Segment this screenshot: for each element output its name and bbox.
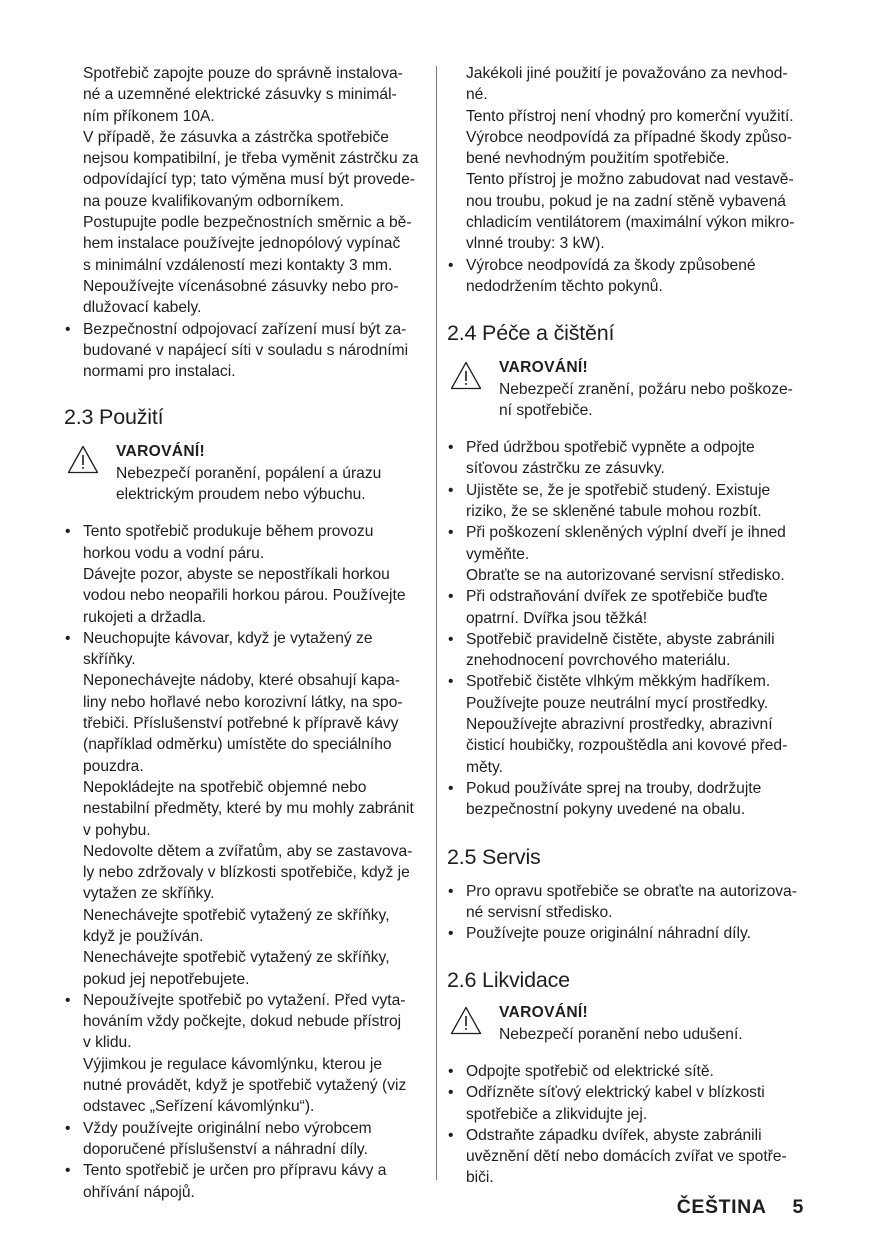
bullet-item: • Při odstraňování dvířek ze spotřebiče buďte opatrní. Dvířka jsou těžká! — [447, 586, 815, 629]
section-heading-disposal: 2.6 Likvidace — [447, 968, 570, 993]
bullet-item: • Spotřebič čistěte vlhkým měkkým hadříkem. — [447, 671, 815, 692]
bullet-item: • Pro opravu spotřebiče se obraťte na autorizova- né servisní středisko. — [447, 881, 815, 924]
section-heading-care: 2.4 Péče a čištění — [447, 321, 615, 346]
section-heading-service: 2.5 Servis — [447, 844, 541, 869]
bullet-item: • Před údržbou spotřebič vypněte a odpojte síťovou zástrčku ze zásuvky. — [447, 437, 815, 480]
warning-title: VAROVÁNÍ! — [116, 443, 206, 461]
section-heading-use: 2.3 Použití — [64, 405, 164, 430]
warning-triangle-icon — [450, 1006, 482, 1035]
bullet-continuation: Nenechávejte spotřebič vytažený ze skříňky, když je používán. — [83, 906, 390, 945]
bullet-item: • Odstraňte západku dvířek, abyste zabránili uvěznění dětí nebo domácích zvířat ve spotře- biči. — [447, 1125, 815, 1189]
bullet-continuation: Nenechávejte spotřebič vytažený ze skříňky, pokud jej nepotřebujete. — [83, 949, 390, 988]
warning-block — [447, 1002, 815, 1045]
bullet-continuation: Nepokládejte na spotřebič objemné nebo nestabilní předměty, které by mu mohly zabránit v pohybu. — [83, 778, 414, 839]
bullet-item: • Výrobce neodpovídá za škody způsobené nedodržením těchto pokynů. — [447, 255, 815, 298]
bullet-item: • Tento spotřebič produkuje během provozu horkou vodu a vodní páru. — [64, 521, 426, 564]
paragraph: Tento přístroj není vhodný pro komerční využití. Výrobce neodpovídá za případné škody způso- bené nevhodným použitím spotřebiče. — [466, 107, 794, 168]
paragraph: Jakékoli jiné použití je považováno za nevhod- né. — [466, 65, 788, 104]
bullet-item: • Ujistěte se, že je spotřebič studený. Existuje riziko, že se skleněné tabule mohou rozbít. — [447, 480, 815, 523]
bullet-list — [447, 1061, 815, 1189]
warning-block — [64, 441, 426, 505]
bullet-continuation: Používejte pouze neutrální mycí prostředky. — [466, 694, 769, 712]
warning-title: VAROVÁNÍ! — [499, 1004, 589, 1022]
bullet-item: • Neuchopujte kávovar, když je vytažený ze skříňky. — [64, 628, 426, 671]
bullet-continuation: Obraťte se na autorizované servisní středisko. — [466, 566, 785, 584]
bullet-continuation: Nepoužívejte abrazivní prostředky, abrazivní čisticí houbičky, rozpouštědla ani kovové před- měty. — [466, 716, 788, 776]
warning-text: Nebezpečí poranění nebo udušení. — [499, 1025, 743, 1043]
bullet-item: • Spotřebič pravidelně čistěte, abyste zabránili znehodnocení povrchového materiálu. — [447, 629, 815, 672]
warning-title: VAROVÁNÍ! — [499, 359, 589, 377]
column-divider — [436, 66, 437, 1180]
paragraph: Spotřebič zapojte pouze do správně instalova- né a uzemněné elektrické zásuvky s minimál- ním příkonem 10A. — [83, 65, 403, 125]
warning-triangle-icon — [67, 445, 99, 474]
bullet-item: • Odřízněte síťový elektrický kabel v blízkosti spotřebiče a zlikvidujte jej. — [447, 1082, 815, 1125]
bullet-continuation: Dávejte pozor, abyste se nepostříkali horkou vodou nebo neopařili horkou párou. Používejte rukojeti a držadla. — [83, 565, 406, 626]
left-column — [64, 63, 426, 1203]
bullet-item: • Bezpečnostní odpojovací zařízení musí být za- budované v napájecí síti v souladu s národními normami pro instalaci. — [64, 319, 426, 383]
bullet-item: • Nepoužívejte spotřebič po vytažení. Před vyta- hováním vždy počkejte, dokud nebude přístroj v klidu. — [64, 990, 426, 1054]
right-column — [447, 63, 815, 1189]
warning-text: Nebezpečí poranění, popálení a úrazu elektrickým proudem nebo výbuchu. — [116, 464, 382, 504]
paragraph: Tento přístroj je možno zabudovat nad vestavě- nou troubu, pokud je na zadní stěně vybavená chladicím ventilátorem (maximální výkon mikro- vlnné trouby: 3 kW). — [466, 171, 795, 253]
bullet-continuation: Nedovolte dětem a zvířatům, aby se zastavova- ly nebo zdržovaly v blízkosti spotřebiče, když je vytažen ze skříňky. — [83, 842, 413, 903]
page-number: 5 — [792, 1196, 804, 1218]
bullet-continuation: Výjimkou je regulace kávomlýnku, kterou je nutné provádět, když je spotřebič vytažený (viz odstavec „Seřízení kávomlýnku“). — [83, 1055, 407, 1116]
bullet-item: • Pokud používáte sprej na trouby, dodržujte bezpečnostní pokyny uvedené na obalu. — [447, 778, 815, 821]
bullet-item: • Vždy používejte originální nebo výrobcem doporučené příslušenství a náhradní díly. — [64, 1118, 426, 1161]
warning-block — [447, 357, 815, 421]
bullet-list — [447, 881, 815, 945]
page-footer — [677, 1196, 804, 1219]
bullet-list — [447, 437, 815, 820]
bullet-item: • Tento spotřebič je určen pro přípravu kávy a ohřívání nápojů. — [64, 1160, 426, 1203]
bullet-item: • Při poškození skleněných výplní dveří je ihned vyměňte. — [447, 522, 815, 565]
bullet-list — [64, 521, 426, 1203]
bullet-item: • Používejte pouze originální náhradní díly. — [447, 923, 815, 944]
paragraph: Nepoužívejte vícenásobné zásuvky nebo pro- dlužovací kabely. — [83, 277, 399, 317]
warning-triangle-icon — [450, 361, 482, 390]
paragraph: Postupujte podle bezpečnostních směrnic a bě- hem instalace používejte jednopólový vypínač s minimální vzdáleností mezi kontakty 3 mm. — [83, 214, 412, 274]
footer-language: ČEŠTINA — [676, 1196, 767, 1218]
bullet-continuation: Neponechávejte nádoby, které obsahují kapa- liny nebo hořlavé nebo korozivní látky, na spo- třebiči. Příslušenství potřebné k přípravě kávy (například odměrku) umístěte do speciálního pouzdra. — [83, 672, 403, 775]
warning-text: Nebezpečí zranění, požáru nebo poškoze- ní spotřebiče. — [499, 380, 793, 419]
bullet-item: • Odpojte spotřebič od elektrické sítě. — [447, 1061, 815, 1082]
paragraph: V případě, že zásuvka a zástrčka spotřebiče nejsou kompatibilní, je třeba vyměnit zástrčku za odpovídající typ; tato výměna musí být provede- na pouze kvalifikovaným odborníkem. — [83, 128, 419, 210]
